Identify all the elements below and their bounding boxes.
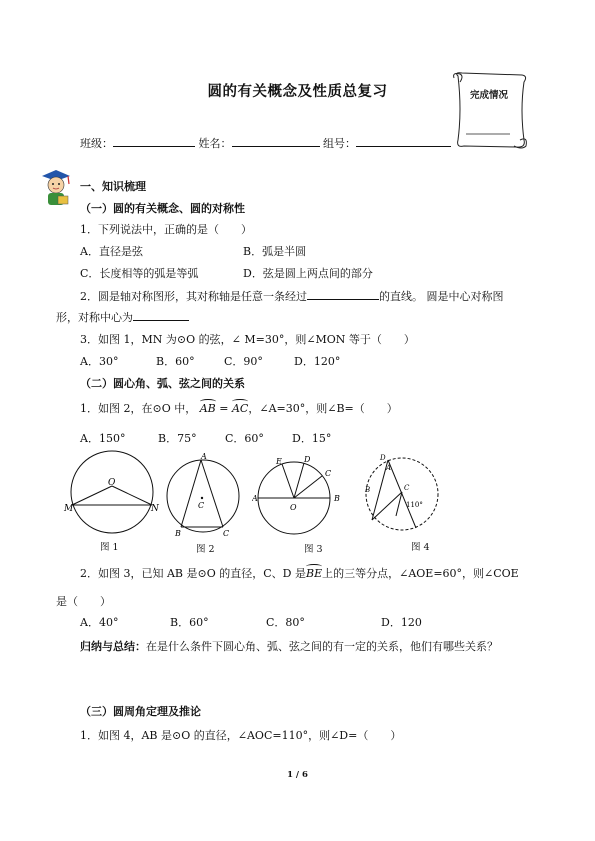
class-label: 班级： [80, 137, 113, 150]
fig-label: C [325, 469, 332, 478]
option-c: C．80° [266, 616, 305, 629]
figure-3 [252, 450, 352, 538]
fig-label: C [404, 484, 410, 492]
option-a: A．150° [80, 432, 126, 445]
question-text: 1．如图 2，在⊙O 中， AB = AC，∠A=30°，则∠B=（ ） [80, 402, 398, 415]
fig-label: O [290, 503, 297, 512]
fig-label: A [386, 464, 392, 472]
fig-label: C [223, 529, 230, 538]
group-field[interactable] [356, 136, 451, 147]
fig-label: O [108, 478, 116, 488]
option-b: B．60° [156, 355, 195, 368]
blank-line[interactable] [307, 289, 379, 300]
option-a: A．30° [80, 355, 119, 368]
circle-symbol: ⊙ [152, 402, 162, 415]
fig-label: M [64, 504, 74, 514]
fig-label: C [198, 501, 205, 510]
figure-2 [165, 450, 245, 538]
fig-label: D [304, 455, 311, 464]
subsection-heading: （二）圆心角、弧、弦之间的关系 [80, 377, 245, 390]
figure-1 [62, 448, 162, 536]
fig-label: E [276, 457, 282, 466]
student-cartoon-icon [38, 168, 74, 210]
option-d: D．弦是圆上两点间的部分 [243, 267, 373, 280]
question-text: 2．如图 3，已知 AB 是⊙O 的直径，C、D 是BE上的三等分点，∠AOE=60°，则∠COE [80, 567, 519, 580]
option-b: B．60° [170, 616, 209, 629]
subsection-heading: （三）圆周角定理及推论 [80, 705, 201, 718]
circle-symbol: ⊙ [176, 333, 187, 346]
option-c: C．长度相等的弧是等弧 [80, 267, 199, 280]
figure-caption: 图 4 [411, 542, 430, 553]
page-title: 圆的有关概念及性质总复习 [207, 84, 388, 100]
fig-label: B [175, 529, 181, 538]
option-b: B．弧是半圆 [243, 245, 307, 258]
option-a: A．40° [80, 616, 119, 629]
question-text: 1．如图 4，AB 是⊙O 的直径，∠AOC=110°，则∠D=（ ） [80, 729, 402, 742]
option-d: D．120° [294, 355, 341, 368]
name-label: 姓名： [198, 137, 232, 150]
fig-label: A [201, 452, 207, 461]
circle-symbol: ⊙ [197, 567, 207, 580]
name-field[interactable] [232, 136, 320, 147]
fig-label: A [252, 494, 258, 503]
blank-line[interactable] [133, 310, 189, 321]
option-c: C．60° [225, 432, 264, 445]
option-d: D．15° [292, 432, 332, 445]
figure-caption: 图 2 [196, 544, 215, 555]
question-text: 2．圆是轴对称图形，其对称轴是任意一条经过 的直线。 圆是中心对称图 [80, 290, 504, 303]
fig-label: B [365, 486, 371, 494]
section-heading: 一、知识梳理 [80, 180, 146, 193]
question-text: 1．下列说法中，正确的是（ ） [80, 223, 252, 236]
scroll-label: 完成情况 [470, 90, 509, 101]
figure-caption: 图 1 [100, 542, 119, 553]
circle-symbol: ⊙ [172, 729, 182, 742]
group-label: 组号： [323, 137, 356, 150]
arc-symbol: AB [199, 402, 216, 415]
arc-symbol: AC [231, 402, 249, 415]
question-text: 形，对称中心为 [56, 309, 189, 325]
fig-label: N [151, 504, 159, 514]
student-info-row [80, 135, 451, 151]
subsection-heading: （一）圆的有关概念、圆的对称性 [80, 202, 245, 215]
class-field[interactable] [113, 136, 195, 147]
page-number: 1 / 6 [287, 770, 308, 780]
summary-label: 归纳与总结： [80, 640, 146, 653]
question-text: 是（ ） [56, 595, 111, 608]
arc-symbol: BE [305, 567, 323, 580]
fig-label: B [334, 494, 340, 503]
figure-caption: 图 3 [304, 544, 323, 555]
option-b: B．75° [158, 432, 197, 445]
fig-label: D [380, 454, 386, 462]
option-d: D．120 [381, 616, 422, 629]
question-text: 3．如图 1，MN 为⊙O 的弦，∠ M=30°，则∠MON 等于（ ） [80, 333, 415, 346]
scroll-decoration [450, 70, 530, 152]
option-a: A．直径是弦 [80, 245, 143, 258]
option-c: C．90° [224, 355, 263, 368]
fig-label: 110° [406, 501, 423, 509]
figure-4 [360, 452, 450, 536]
summary-prompt: 归纳与总结：在是什么条件下圆心角、弧、弦之间的有一定的关系，他们有哪些关系？ [80, 640, 498, 653]
